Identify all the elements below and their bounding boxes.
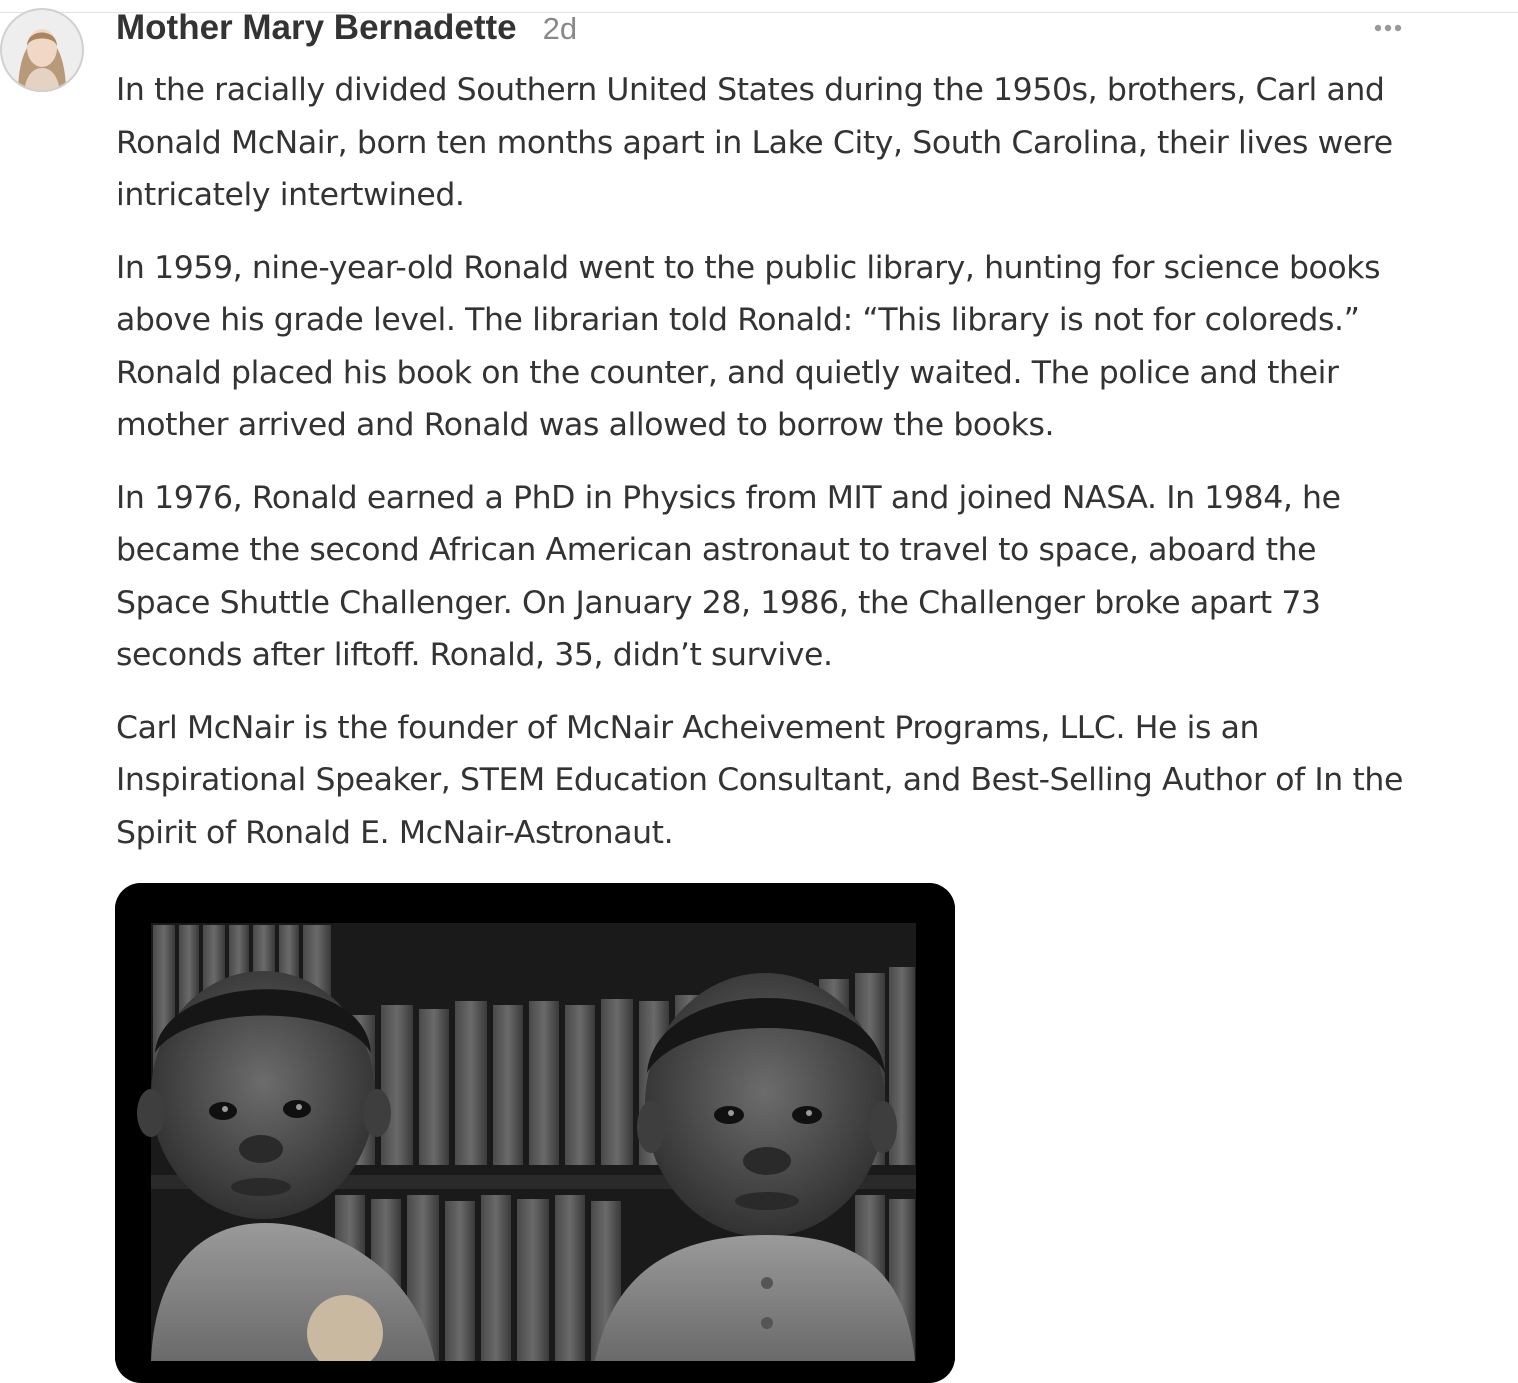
more-options-button[interactable] [1368,14,1416,42]
post-paragraph: In 1976, Ronald earned a PhD in Physics from MIT and joined NASA. In 1984, he became the second African American astronaut to travel to space, aboard the Space Shuttle Challenger. On January 28, 1986, the Challenger broke apart 73 seconds after liftoff. Ronald, 35, didn’t survive. [116,479,1341,673]
post-paragraph: In 1959, nine-year-old Ronald went to the public library, hunting for science books above his grade level. The librarian told Ronald: “This library is not for coloreds.” Ronald placed his book on the counter, and quietly waited. The police and their mother arrived and Ronald was allowed to borrow the books. [116,249,1381,443]
avatar-photo-icon [0,8,84,92]
author-avatar[interactable] [0,8,84,92]
post-body [116,64,1412,879]
post-image[interactable] [115,883,955,1383]
post-timestamp[interactable]: 2d [542,11,578,46]
ellipsis-icon [1368,14,1416,42]
photo-two-boys-library [115,883,955,1361]
post-paragraph: Carl McNair is the founder of McNair Acheivement Programs, LLC. He is an Inspirational Speaker, STEM Education Consultant, and Best-Selling Author of In the Spirit of Ronald E. McNair-Astronaut. [116,709,1403,851]
post-paragraph: In the racially divided Southern United States during the 1950s, brothers, Carl and Ronald McNair, born ten months apart in Lake City, South Carolina, their lives were intricately intertwined. [116,72,1393,213]
post-header [116,8,577,52]
author-name[interactable]: Mother Mary Bernadette [116,8,517,47]
